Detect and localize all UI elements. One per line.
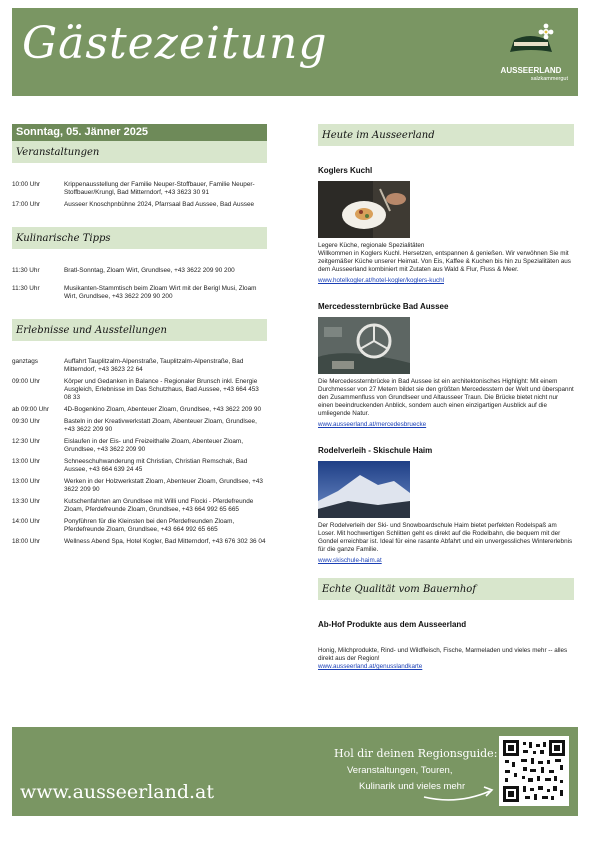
event-row (12, 358, 267, 374)
event-description: Ponyführen für die Kleinsten bei den Pferdefreunden Zloam, Pferdefreunde Zloam, Grundlsee, +43 664 992 65 665 (64, 518, 235, 533)
section-bar-heute: Heute im Ausseerland (318, 124, 574, 146)
highlight-text: Der Rodelverleih der Ski- und Snowboardschule Haim bietet perfekten Rodelspaß am Loser. Mit hochwertigen Schlitten geht es direkt auf die Rodelbahn, die bequem mit der Gondel erreichbar ist. Ideal für eine rasante Abfahrt und ein unvergessliches Wintererlebnis für die ganze Familie. (318, 522, 573, 553)
footer-cta-line1: Hol dir deinen Regionsguide: (334, 747, 498, 760)
highlight-link[interactable]: www.hotelkogler.at/hotel-kogler/koglers-kuchl (318, 277, 444, 284)
logo-title: AUSSEERLAND (500, 66, 562, 75)
event-description: 4D-Bogenkino Zloam, Abenteuer Zloam, Grundlsee, +43 3622 209 90 (64, 406, 261, 413)
section-bar-veranstaltungen: Veranstaltungen (12, 141, 267, 163)
event-time: 13:30 Uhr (12, 498, 41, 505)
left-column (12, 124, 267, 550)
event-row (12, 406, 267, 414)
section-bar-bauernhof: Echte Qualität vom Bauernhof (318, 578, 574, 600)
event-row (12, 518, 267, 534)
highlight-title: Koglers Kuchl (318, 166, 373, 175)
event-time: 11:30 Uhr (12, 285, 40, 292)
highlight-link[interactable]: www.skischule-haim.at (318, 557, 382, 564)
footer-banner (12, 727, 578, 816)
event-description: Wellness Abend Spa, Hotel Kogler, Bad Mitterndorf, +43 676 302 36 04 (64, 538, 266, 545)
event-description: Werken in der Holzwerkstatt Zloam, Abenteuer Zloam, Grundlsee, +43 3622 209 90 (64, 478, 263, 493)
event-description: Krippenausstellung der Familie Neuper-Stoffbauer, Familie Neuper-Stoffbauer/Krungl, Bad Mitterndorf, +43 3623 30 91 (64, 181, 255, 196)
event-description: Bratl-Sonntag, Zloam Wirt, Grundlsee, +43 3622 209 90 200 (64, 267, 235, 274)
event-time: 11:30 Uhr (12, 267, 40, 274)
arrow-icon (422, 783, 498, 803)
event-time: 13:00 Uhr (12, 478, 41, 485)
event-time: 18:00 Uhr (12, 538, 41, 545)
event-row (12, 267, 267, 275)
farm-title: Ab-Hof Produkte aus dem Ausseerland (318, 620, 467, 629)
event-row (12, 458, 267, 474)
dish-photo (318, 181, 410, 238)
event-row (12, 478, 267, 494)
event-description: Basteln in der Kreativwerkstatt Zloam, Abenteuer Zloam, Grundlsee, +43 3622 209 90 (64, 418, 257, 433)
event-time: 09:00 Uhr (12, 378, 41, 385)
bridge-photo (318, 317, 410, 374)
highlight-text: Die Mercedessternbrücke in Bad Aussee ist ein architektonisches Highlight: Mit einem Durchmesser von 27 Metern bildet sie den größten Mercedesstern der Welt und überspannt den Zusammenfluss von Grundlseer und Altausseer Traun. Die Brücke bietet nicht nur einen beeindruckenden Anblick, sondern auch einen einzigartigen Ausblick auf die umliegende Natur. (318, 378, 574, 417)
ausseerland-logo (494, 22, 568, 86)
highlight-title: Rodelverleih - Skischule Haim (318, 446, 433, 455)
event-row (12, 418, 267, 434)
event-time: 14:00 Uhr (12, 518, 41, 525)
event-description: Ausseer Knoschpnbühne 2024, Pfarrsaal Bad Aussee, Bad Aussee (64, 201, 255, 208)
masthead-title: Gästezeitung (22, 18, 328, 69)
event-row (12, 438, 267, 454)
event-description: Eislaufen in der Eis- und Freizeithalle Zloam, Abenteuer Zloam, Grundlsee, +43 3622 209 90 (64, 438, 244, 453)
event-description: Kutschenfahrten am Grundlsee mit Willi und Flocki - Pferdefreunde Zloam, Pferdefreunde Zloam, Grundlsee, +43 664 992 65 665 (64, 498, 254, 513)
event-description: Auffahrt Tauplitzalm-Alpenstraße, Tauplitzalm-Alpenstraße, Bad Mitterndorf, +43 3623 22 64 (64, 358, 244, 373)
event-row (12, 181, 267, 197)
highlight-title: Mercedessternbrücke Bad Aussee (318, 302, 449, 311)
event-time: 09:30 Uhr (12, 418, 41, 425)
footer-url[interactable]: www.ausseerland.at (20, 781, 215, 803)
event-time: 12:30 Uhr (12, 438, 41, 445)
event-time: ganztags (12, 358, 38, 365)
right-column (318, 124, 574, 670)
event-description: Körper und Gedanken in Balance - Regionaler Brunsch inkl. Energie Ausgleich, Erlebnisse im Das Schutzhaus, Bad Aussee, +43 664 453 08 33 (64, 378, 259, 401)
logo-subtitle: salzkammergut (530, 76, 568, 82)
hat-flower-icon (508, 22, 554, 64)
footer-cta-line2: Veranstaltungen, Touren, (347, 765, 453, 776)
mountain-photo (318, 461, 410, 518)
event-time: ab 09:00 Uhr (12, 406, 49, 413)
event-time: 17:00 Uhr (12, 201, 41, 208)
event-description: Musikanten-Stammtisch beim Zloam Wirt mit der Berigl Musi, Zloam Wirt, Grundlsee, +43 3622 209 90 200 (64, 285, 257, 300)
footer-cta-line3: Kulinarik und vieles mehr (359, 781, 466, 792)
event-row (12, 498, 267, 514)
date-bar: Sonntag, 05. Jänner 2025 (12, 124, 267, 141)
highlight-link[interactable]: www.ausseerland.at/mercedesbruecke (318, 421, 427, 428)
event-description: Schneeschuhwanderung mit Christian, Christian Remschak, Bad Aussee, +43 664 639 24 45 (64, 458, 248, 473)
section-bar-kulinarische-tipps: Kulinarische Tipps (12, 227, 267, 249)
farm-text: Honig, Milchprodukte, Rind- und Wildfleisch, Fische, Marmeladen und vieles mehr -- alles direkt aus der Region! (318, 647, 568, 662)
farm-link[interactable]: www.ausseerland.at/genusslandkarte (318, 663, 423, 670)
event-row (12, 285, 267, 301)
event-row (12, 378, 267, 402)
event-row (12, 201, 267, 209)
event-time: 13:00 Uhr (12, 458, 41, 465)
event-row (12, 538, 267, 546)
section-bar-erlebnisse: Erlebnisse und Ausstellungen (12, 319, 267, 341)
qr-code-icon[interactable] (499, 736, 569, 806)
event-time: 10:00 Uhr (12, 181, 41, 188)
header-banner (12, 8, 578, 96)
highlight-text: Legere Küche, regionale Spezialitäten Willkommen in Koglers Kuchl. Hersetzen, entspannen & genießen. Wir verwöhnen Sie mit zeitgemäßer Küche unserer Heimat. Von Eis, Kaffee & Kuchen bis hin zu Spezialitäten aus dem Ausseerland kombiniert mit Zutaten aus Wald & Flur, Fluss & Meer. (318, 242, 571, 273)
